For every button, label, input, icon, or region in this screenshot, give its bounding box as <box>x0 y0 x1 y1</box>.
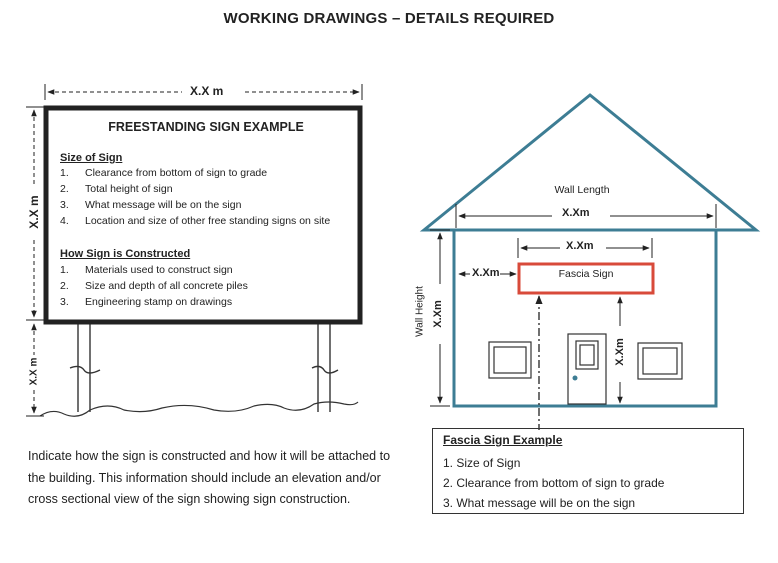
door-knob <box>573 376 578 381</box>
how-constructed-heading: How Sign is Constructed <box>60 248 191 260</box>
list-item: 1. Size of Sign <box>443 456 521 470</box>
freestanding-sign-title: FREESTANDING SIGN EXAMPLE <box>108 120 304 134</box>
list-item: 4. Location and size of other free standing signs on site <box>60 215 331 227</box>
ground-line <box>40 402 358 416</box>
fascia-example-title: Fascia Sign Example <box>443 433 563 447</box>
window-left <box>489 342 531 378</box>
clearance-label: X.X m <box>28 357 40 386</box>
list-item: 3. What message will be on the sign <box>443 496 636 510</box>
list-item: 3. Engineering stamp on drawings <box>60 296 233 308</box>
door <box>568 334 606 404</box>
list-item: 2. Clearance from bottom of sign to grade <box>443 476 665 490</box>
size-of-sign-heading: Size of Sign <box>60 152 123 164</box>
window-right <box>638 343 682 379</box>
sign-width-dim-label: X.Xm <box>566 240 594 252</box>
fascia-example-box <box>432 428 744 514</box>
list-item: 3. What message will be on the sign <box>60 199 242 211</box>
house-roof <box>424 95 756 230</box>
wall-length-dim-label: X.Xm <box>562 207 590 219</box>
sign-width-label: X.X m <box>190 84 224 98</box>
house <box>424 95 756 430</box>
list-item: 2. Size and depth of all concrete piles <box>60 280 248 292</box>
size-of-sign-list <box>60 165 330 229</box>
list-item: 2. Total height of sign <box>60 183 173 195</box>
list-item: 1. Materials used to construct sign <box>60 264 233 276</box>
fascia-example-list <box>443 453 664 513</box>
construction-caption: Indicate how the sign is constructed and how it will be attached to the building. This information should include an elevation and/or cross sectional view of the sign showing sign construction. <box>28 449 391 506</box>
sign-offset-dim-label: X.Xm <box>472 267 500 279</box>
sign-height-label: X.X m <box>27 195 41 229</box>
how-constructed-list <box>60 262 248 310</box>
wall-height-dim-label: X.Xm <box>432 300 444 328</box>
fascia-sign-label: Fascia Sign <box>558 268 614 280</box>
wall-height-label: Wall Height <box>414 286 426 337</box>
page-title: WORKING DRAWINGS – DETAILS REQUIRED <box>223 10 555 27</box>
sign-posts <box>70 322 338 412</box>
sign-height-dim-label: X.Xm <box>614 338 626 366</box>
list-item: 1. Clearance from bottom of sign to grade <box>60 167 268 179</box>
wall-length-label: Wall Length <box>554 184 610 196</box>
